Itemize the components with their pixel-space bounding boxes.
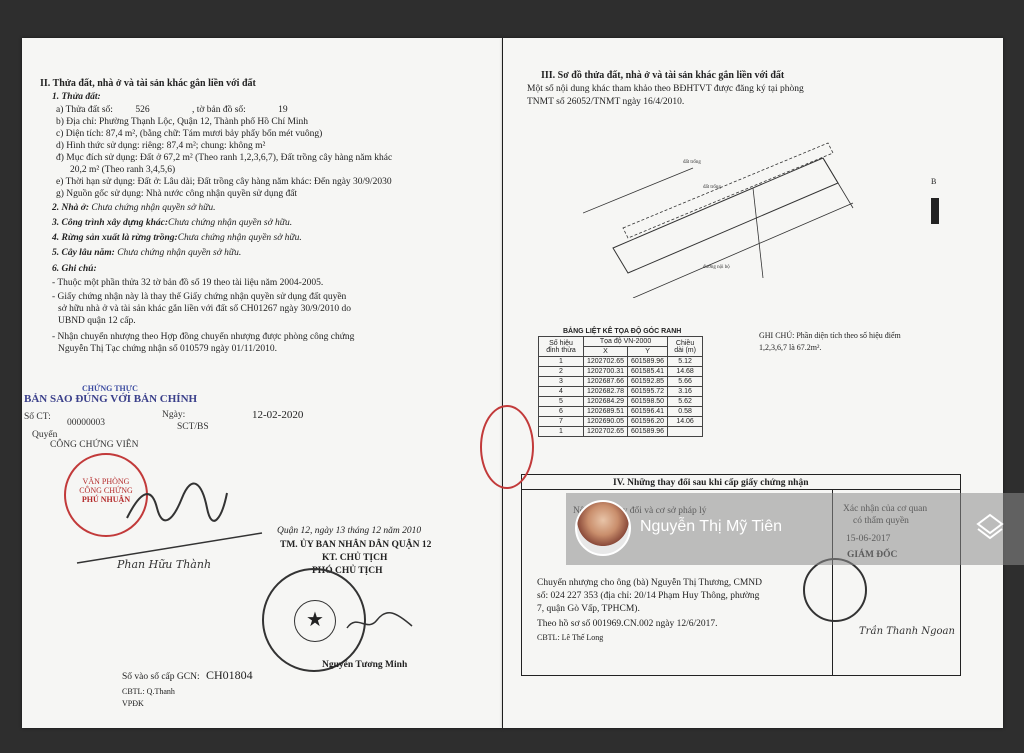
parcel-map: [583, 128, 863, 298]
cell: 1202689.51: [584, 407, 628, 417]
cell: 601596.20: [627, 417, 667, 427]
issuer-org: TM. ỦY BAN NHÂN DÂN QUẬN 12: [280, 540, 432, 550]
coord-table-title: BẢNG LIỆT KÊ TỌA ĐỘ GÓC RANH: [563, 328, 682, 335]
house-line: [52, 203, 215, 214]
forest-line: [52, 233, 302, 244]
issuer-title-1: KT. CHỦ TỊCH: [322, 553, 388, 563]
director-signature: Trần Thanh Ngoan: [859, 626, 955, 637]
cbtl-line: CBTL: Q.Thanh: [122, 687, 175, 696]
parcel-number: 526: [135, 105, 150, 115]
cell: [668, 427, 703, 437]
chairman-name: Nguyễn Tương Minh: [322, 660, 408, 670]
col-x: X: [584, 347, 628, 357]
usage-purpose-line-2: 20,2 m² (Theo ranh 3,4,5,6): [70, 165, 176, 175]
section-4-title: IV. Những thay đổi sau khi cấp giấy chứng nhận: [613, 478, 809, 488]
cell: 6: [539, 407, 584, 417]
section-3-title: III. Sơ đồ thửa đất, nhà ở và tài sản khác gắn liền với đất: [541, 70, 785, 81]
gcn-register-label: Số vào sổ cấp GCN:: [122, 672, 200, 682]
cell: 2: [539, 367, 584, 377]
reference-line-1: Một số nội dung khác tham khảo theo BĐHTVT được đăng ký tại phòng: [527, 84, 804, 94]
forest-value: Chưa chứng nhận quyền sở hữu.: [177, 233, 302, 243]
note-3b: Nguyễn Thị Tạc chứng nhận số 010579 ngày 01/11/2010.: [58, 344, 277, 354]
transfer-line-2: số: 024 227 353 (địa chỉ: 20/14 Phạm Huy Thông, phường: [537, 591, 760, 601]
cell: 5: [539, 397, 584, 407]
cell: 1202700.31: [584, 367, 628, 377]
cell: 1202684.29: [584, 397, 628, 407]
seal-star-icon: ★: [294, 600, 336, 642]
cell: 601595.72: [627, 387, 667, 397]
table-row: [539, 427, 703, 437]
perennial-heading: 5. Cây lâu năm:: [52, 248, 115, 258]
map-label-1: đất trống: [703, 185, 721, 190]
map-label-2: đất trống: [683, 160, 701, 165]
coord-table: [538, 336, 703, 437]
other-construction-heading: 3. Công trình xây dựng khác:: [52, 218, 169, 228]
transfer-line-3: 7, quận Gò Vấp, TPHCM).: [537, 604, 640, 614]
cell: 1202702.65: [584, 427, 628, 437]
cell: 601596.41: [627, 407, 667, 417]
cell: 0.58: [668, 407, 703, 417]
cell: 14.68: [668, 367, 703, 377]
note-2c: UBND quận 12 cấp.: [58, 316, 136, 326]
note-2b: sở hữu nhà ở và tài sản khác gắn liền với đất số CH01267 ngày 30/9/2010 do: [58, 304, 352, 314]
address-line: b) Địa chỉ: Phường Thạnh Lộc, Quận 12, Thành phố Hồ Chí Minh: [56, 117, 309, 127]
parcel-number-line: [56, 105, 288, 116]
usage-purpose-line: đ) Mục đích sử dụng: Đất ở 67,2 m² (Theo ranh 1,2,3,6,7), Đất trồng cây hàng năm khác: [56, 153, 393, 163]
copy-stamp-notary: CÔNG CHỨNG VIÊN: [50, 440, 139, 450]
copy-stamp-date: 12-02-2020: [252, 409, 304, 421]
north-label: B: [931, 177, 937, 186]
reference-line-2: TNMT số 26052/TNMT ngày 16/4/2010.: [527, 97, 685, 107]
map-note-2: 1,2,3,6,7 là 67.2m².: [759, 343, 822, 352]
seller-avatar[interactable]: [575, 500, 631, 556]
note-1: - Thuộc một phần thửa 32 tờ bản đồ số 19 theo tài liệu năm 2004-2005.: [52, 278, 324, 288]
table-row: [539, 407, 703, 417]
cell: 7: [539, 417, 584, 427]
gcn-register-number: CH01804: [205, 668, 253, 682]
cell: 601598.50: [627, 397, 667, 407]
copy-stamp-book-label: Quyển: [32, 430, 58, 440]
gcn-register-line: [122, 670, 253, 683]
cell: 601585.41: [627, 367, 667, 377]
area-line: c) Diện tích: 87,4 m², (bằng chữ: Tám mươi bảy phẩy bốn mét vuông): [56, 129, 323, 139]
usage-term-line: e) Thời hạn sử dụng: Đất ở: Lâu dài; Đất trồng cây hàng năm khác: Đến ngày 30/9/2030: [56, 177, 392, 187]
map-sheet-number: 19: [278, 105, 288, 115]
cell: 3.16: [668, 387, 703, 397]
note-3a: - Nhận chuyển nhượng theo Hợp đồng chuyển nhượng được phòng công chứng: [52, 332, 355, 342]
notary-name: Phan Hữu Thành: [117, 558, 212, 571]
cell: 1202687.66: [584, 377, 628, 387]
land-parcel-heading: 1. Thửa đất:: [52, 92, 101, 102]
watermark-overlay: [566, 493, 1024, 565]
land-office-seal: [803, 558, 867, 622]
table-row: [539, 357, 703, 367]
perennial-value: Chưa chứng nhận quyền sở hữu.: [117, 248, 242, 258]
copy-stamp-top: CHỨNG THỰC: [82, 384, 138, 393]
parcel-label: a) Thửa đất số:: [56, 105, 113, 115]
perennial-line: [52, 248, 241, 259]
cell: 14.06: [668, 417, 703, 427]
cell: 5.66: [668, 377, 703, 387]
forest-heading: 4. Rừng sản xuất là rừng trồng:: [52, 233, 178, 243]
cell: 1: [539, 427, 584, 437]
cell: 4: [539, 387, 584, 397]
issue-date: Quận 12, ngày 13 tháng 12 năm 2010: [277, 526, 422, 536]
notary-seal-text-3: PHÚ NHUẬN: [81, 495, 131, 504]
col-length: Chiều dài (m): [668, 337, 703, 357]
transfer-line-1: Chuyển nhượng cho ông (bà) Nguyễn Thị Thương, CMND: [537, 578, 763, 588]
copy-stamp-sct: SCT/BS: [177, 422, 209, 432]
chairman-signature: [342, 608, 422, 638]
map-label-3: đường nội bộ: [703, 265, 730, 270]
col-point: Số hiệu đỉnh thửa: [539, 337, 584, 357]
cell: 601589.96: [627, 427, 667, 437]
house-heading: 2. Nhà ở:: [52, 203, 90, 213]
note-2a: - Giấy chứng nhận này là thay thế Giấy chứng nhận quyền sử dụng đất quyền: [52, 292, 347, 302]
usage-form-line: d) Hình thức sử dụng: riêng: 87,4 m²; chung: không m²: [56, 141, 266, 151]
cell: 601589.96: [627, 357, 667, 367]
table-row: [539, 367, 703, 377]
copy-stamp-number: 00000003: [67, 418, 105, 428]
table-row: [539, 377, 703, 387]
cell: 601592.85: [627, 377, 667, 387]
section-2-title: II. Thửa đất, nhà ở và tài sản khác gắn liền với đất: [40, 78, 256, 89]
notary-underline-stroke: [72, 528, 272, 568]
vpdk-line: VPĐK: [122, 699, 144, 708]
cell: 5.62: [668, 397, 703, 407]
notary-seal-text-1: VĂN PHÒNG: [82, 477, 130, 486]
cell: 5.12: [668, 357, 703, 367]
layers-logo-icon: [975, 512, 1005, 542]
certificate-left-page: [22, 38, 502, 728]
cell: 1202682.78: [584, 387, 628, 397]
notary-seal-text-2: CÔNG CHỨNG: [79, 486, 133, 495]
notary-signature: [122, 478, 232, 528]
transfer-line-5: CBTL: Lê Thế Long: [537, 633, 604, 642]
copy-stamp-date-label: Ngày:: [162, 410, 186, 420]
other-construction-value: Chưa chứng nhận quyền sở hữu.: [168, 218, 293, 228]
map-note-1: GHI CHÚ: Phần diện tích theo số hiệu điểm: [759, 331, 901, 340]
other-construction-line: [52, 218, 292, 229]
copy-stamp-number-label: Số CT:: [24, 412, 51, 422]
cell: 1: [539, 357, 584, 367]
transfer-line-4: Theo hồ sơ số 001969.CN.002 ngày 12/6/2017.: [537, 619, 718, 629]
cell: 1202690.05: [584, 417, 628, 427]
certificate-right-page: [503, 38, 1003, 728]
north-arrow-icon: [931, 198, 939, 224]
table-row: [539, 397, 703, 407]
cell: 3: [539, 377, 584, 387]
watermark-seller-name: Nguyễn Thị Mỹ Tiên: [640, 518, 782, 535]
col-coord: Tọa độ VN-2000: [584, 337, 668, 347]
usage-origin-line: g) Nguồn gốc sử dụng: Nhà nước công nhận quyền sử dụng đất: [56, 189, 298, 199]
binding-seal: [480, 405, 534, 489]
copy-stamp-title: BẢN SAO ĐÚNG VỚI BẢN CHÍNH: [24, 393, 198, 405]
col-y: Y: [627, 347, 667, 357]
notes-heading: 6. Ghi chú:: [52, 264, 97, 274]
cell: 1202702.65: [584, 357, 628, 367]
map-sheet-label: , tờ bản đồ số:: [191, 105, 246, 115]
house-value: Chưa chứng nhận quyền sở hữu.: [91, 203, 216, 213]
issuer-title-2: PHÓ CHỦ TỊCH: [312, 566, 383, 576]
table-row: [539, 417, 703, 427]
table-row: [539, 387, 703, 397]
